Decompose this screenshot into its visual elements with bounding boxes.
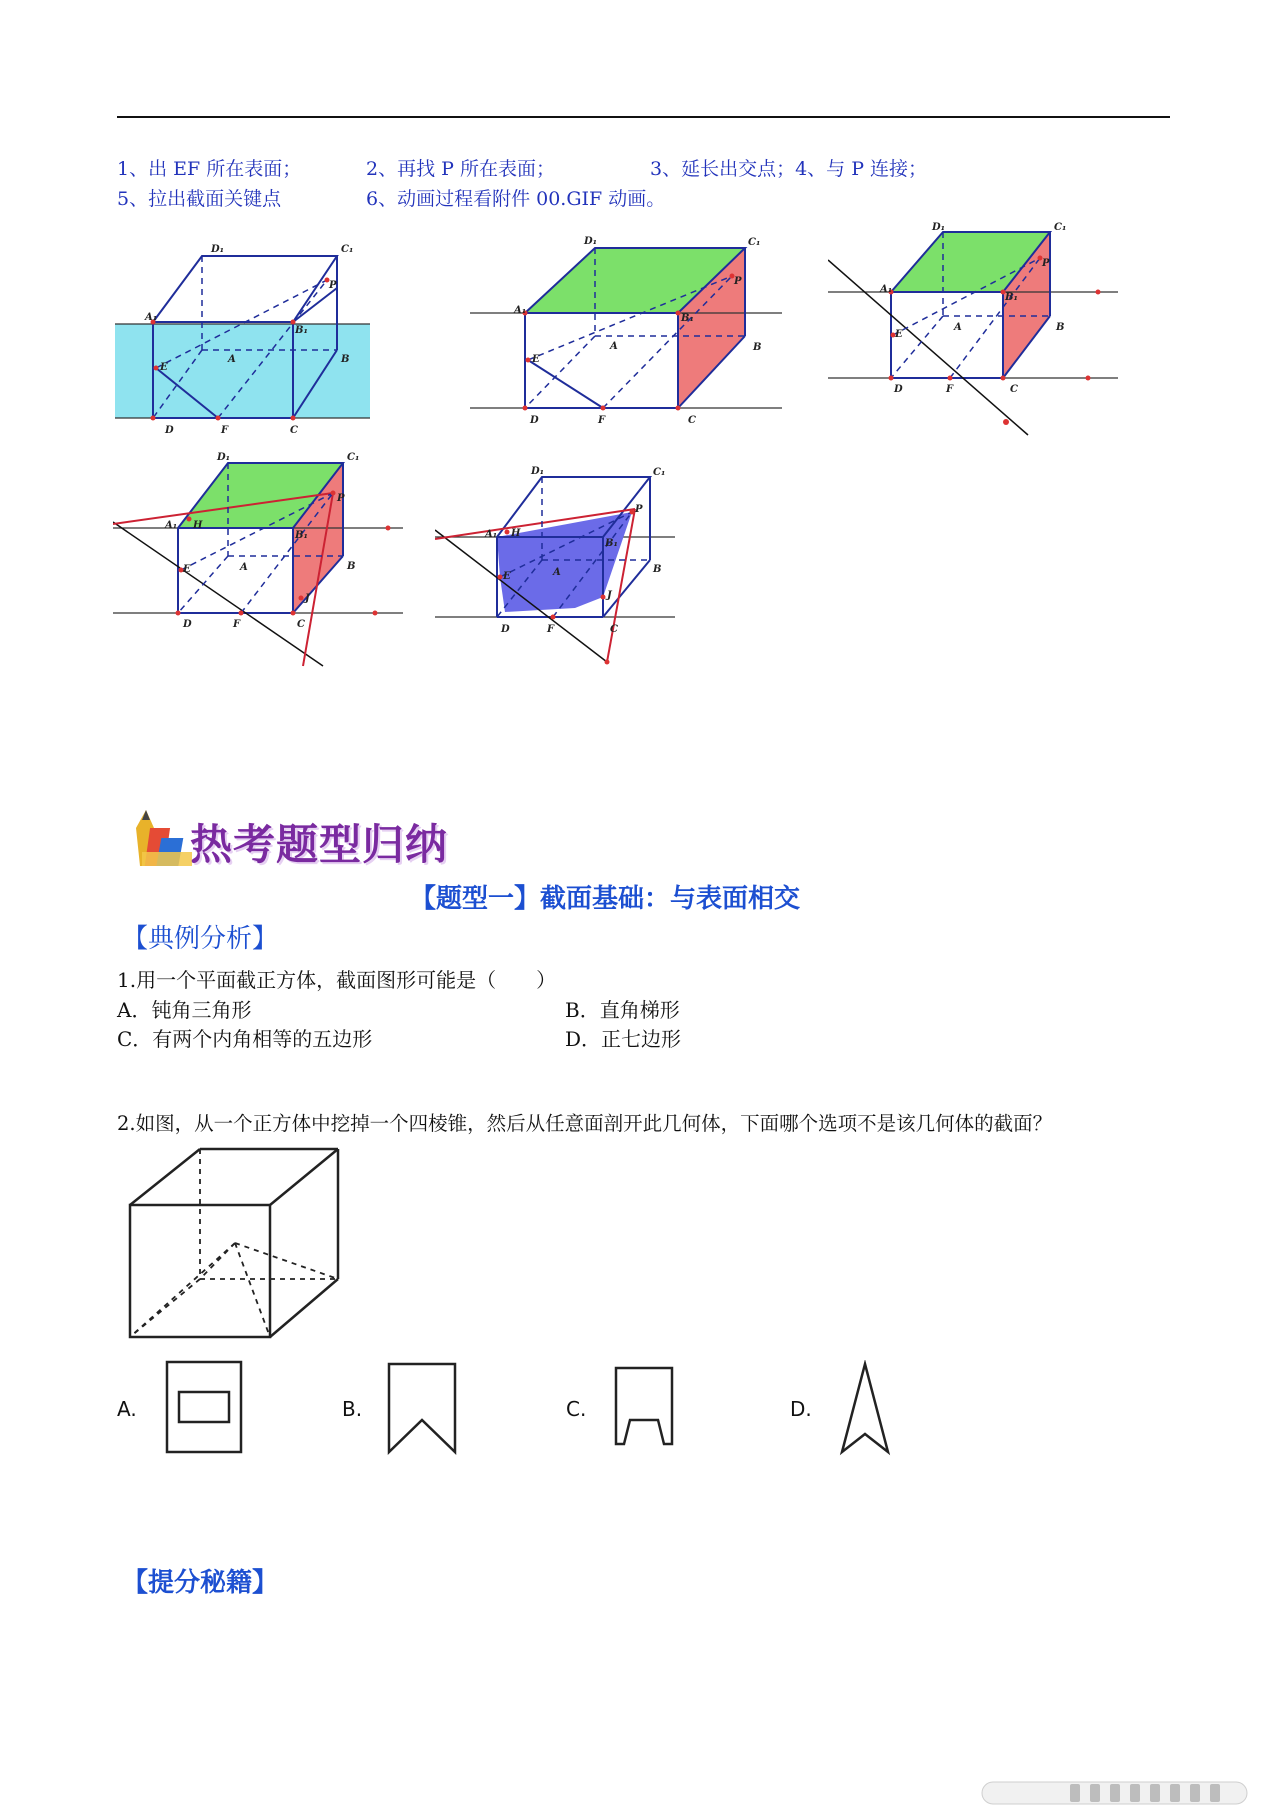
q1-option-b: B．直角梯形 [565,998,680,1022]
cube-figure-2 [470,228,790,433]
cube-figure-3 [828,220,1123,440]
svg-text:F: F [221,425,229,436]
footer-badge [980,1776,1255,1808]
q2-option-a-label: A. [117,1397,137,1421]
svg-text:E: E [532,354,540,365]
q2-option-b-label: B. [342,1397,363,1421]
svg-text:J: J [607,590,612,601]
svg-text:C: C [688,415,696,426]
question-1-stem: 1.用一个平面截正方体，截面图形可能是（ ） [117,968,557,992]
question-2-stem: 2.如图，从一个正方体中挖掉一个四棱锥，然后从任意面剖开此几何体，下面哪个选项不是该几何体的截面？ [117,1112,1053,1135]
q1-option-d: D．正七边形 [565,1027,682,1051]
step-5: 5、拉出截面关键点 [117,188,282,210]
svg-text:A: A [954,322,962,333]
svg-text:A₁: A₁ [514,305,527,316]
cube-figure-4 [113,448,413,670]
cube-with-pyramid-figure [128,1145,348,1345]
svg-text:E: E [160,362,168,373]
svg-text:A₁: A₁ [145,312,158,323]
q2-option-c-shape [612,1364,676,1448]
svg-text:H: H [193,520,203,531]
svg-text:B₁: B₁ [605,538,618,549]
svg-text:E: E [895,329,903,340]
step-6: 6、动画过程看附件 00.GIF 动画。 [366,188,666,210]
banner-title: 热考题型归纳 [190,820,449,869]
svg-text:H: H [511,528,521,539]
svg-text:D₁: D₁ [211,244,225,255]
svg-text:A: A [240,562,248,573]
svg-text:F: F [598,415,606,426]
svg-text:E: E [183,564,191,575]
section-title: 【题型一】截面基础：与表面相交 [410,884,801,914]
svg-text:F: F [547,624,555,635]
svg-text:D₁: D₁ [932,222,946,233]
svg-text:B₁: B₁ [295,325,308,336]
svg-text:C₁: C₁ [341,244,354,255]
svg-text:A₁: A₁ [880,284,893,295]
svg-text:A: A [553,567,561,578]
svg-text:D₁: D₁ [531,466,545,477]
svg-text:A₁: A₁ [165,520,178,531]
svg-text:C: C [290,425,298,436]
svg-text:F: F [233,619,241,630]
svg-text:D: D [165,425,174,436]
svg-text:P: P [1042,258,1050,269]
svg-text:C₁: C₁ [1054,222,1067,233]
svg-text:B₁: B₁ [1005,292,1018,303]
svg-text:C: C [610,624,618,635]
example-heading: 【典例分析】 [122,924,279,954]
svg-text:P: P [337,493,345,504]
q1-option-c: C．有两个内角相等的五边形 [117,1027,373,1051]
svg-text:C₁: C₁ [748,237,761,248]
svg-text:C: C [297,619,305,630]
cube-figure-5 [435,462,685,672]
step-1: 1、出 EF 所在表面； [117,158,302,180]
step-3-4: 3、延长出交点；4、与 P 连接； [650,158,928,180]
svg-text:B₁: B₁ [681,313,694,324]
svg-text:D₁: D₁ [584,236,598,247]
q2-option-d-shape [838,1360,892,1456]
svg-text:D: D [894,384,903,395]
tips-heading: 【提分秘籍】 [122,1568,279,1598]
svg-text:C: C [1010,384,1018,395]
svg-text:B: B [653,564,662,575]
svg-text:E: E [503,571,511,582]
svg-text:D: D [183,619,192,630]
svg-text:A: A [228,354,236,365]
svg-text:J: J [305,593,310,604]
step-2: 2、再找 P 所在表面； [366,158,555,180]
header-rule [117,116,1170,118]
svg-text:B: B [341,354,350,365]
svg-text:A₁: A₁ [485,529,498,540]
svg-text:F: F [946,384,954,395]
svg-text:A: A [610,341,618,352]
q2-option-c-label: C. [566,1397,587,1421]
svg-text:C₁: C₁ [653,467,666,478]
svg-text:P: P [734,276,742,287]
svg-text:B: B [1056,322,1065,333]
q2-option-b-shape [385,1360,460,1456]
svg-text:C₁: C₁ [347,452,360,463]
svg-text:B₁: B₁ [295,530,308,541]
svg-text:D₁: D₁ [217,452,231,463]
q2-option-d-label: D. [790,1397,812,1421]
svg-text:P: P [329,280,337,291]
svg-text:D: D [501,624,510,635]
svg-text:D: D [530,415,539,426]
svg-text:B: B [753,342,762,353]
cube-figure-1 [115,238,375,438]
q1-option-a: A．钝角三角形 [117,998,252,1022]
svg-text:B: B [347,561,356,572]
q2-option-a-shape [165,1360,245,1456]
svg-text:P: P [635,504,643,515]
pencil-books-icon [128,800,198,870]
